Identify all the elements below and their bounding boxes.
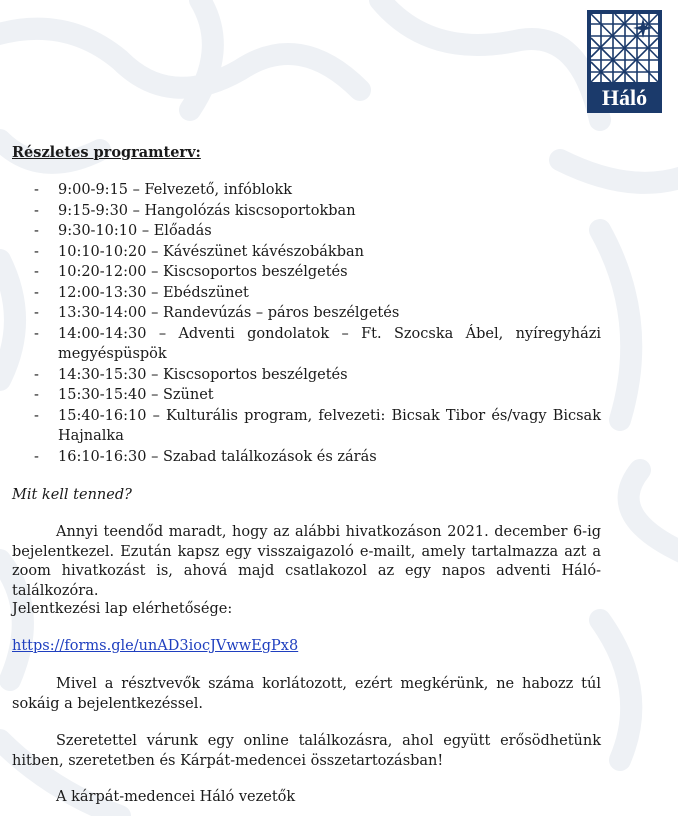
schedule-item: - 16:10-16:30 – Szabad találkozások és zárás bbox=[34, 448, 377, 465]
schedule-item: - 14:30-15:30 – Kiscsoportos beszélgetés bbox=[34, 366, 348, 383]
schedule-item: - 10:10-10:20 – Kávészünet kávészobákban bbox=[34, 243, 364, 260]
instructions-paragraph: Annyi teendőd maradt, hogy az alábbi hivatkozáson 2021. december 6-ig bejelentkezel. Ezután kapsz egy visszaigazoló e-mailt, amely tartalmazza azt a zoom hivatkozást is, ahová majd csatlakozol az egy napos adventi Háló-találkozóra. bbox=[12, 524, 601, 599]
schedule-item: - 15:30-15:40 – Szünet bbox=[34, 387, 214, 403]
halo-logo bbox=[587, 10, 662, 113]
svg-text:Háló: Háló bbox=[601, 85, 648, 110]
form-label: Jelentkezési lap elérhetősége: bbox=[12, 601, 233, 617]
schedule-item: - 14:00-14:30 – Adventi gondolatok – Ft. Szocska Ábel, nyíregyházi megyéspüspök bbox=[34, 325, 601, 362]
schedule-item: - 9:00-9:15 – Felvezető, infóblokk bbox=[34, 182, 293, 198]
program-title: Részletes programterv: bbox=[12, 144, 201, 161]
schedule-item: - 9:15-9:30 – Hangolózás kiscsoportokban bbox=[34, 202, 356, 219]
invitation-paragraph: Szeretettel várunk egy online találkozásra, ahol együtt erősödhetünk hitben, szeretetben és Kárpát-medencei összetartozásban! bbox=[12, 733, 601, 769]
signature: A kárpát-medencei Háló vezetők bbox=[56, 789, 296, 805]
schedule-item: - 9:30-10:10 – Előadás bbox=[34, 223, 212, 239]
schedule-list bbox=[12, 180, 601, 467]
limited-seats-paragraph: Mivel a résztvevők száma korlátozott, ezért megkérünk, ne habozz túl sokáig a bejelentkezéssel. bbox=[12, 676, 601, 712]
registration-form-link[interactable]: https://forms.gle/unAD3iocJVwwEgPx8 bbox=[12, 638, 299, 654]
schedule-item: - 15:40-16:10 – Kulturális program, felvezeti: Bicsak Tibor és/vagy Bicsak Hajnalka bbox=[34, 407, 601, 444]
what-to-do-heading: Mit kell tenned? bbox=[12, 487, 132, 503]
schedule-item: - 10:20-12:00 – Kiscsoportos beszélgetés bbox=[34, 264, 348, 280]
schedule-item: - 12:00-13:30 – Ebédszünet bbox=[34, 284, 249, 301]
schedule-item: - 13:30-14:00 – Randevúzás – páros beszélgetés bbox=[34, 305, 400, 321]
form-link-line bbox=[12, 637, 601, 657]
